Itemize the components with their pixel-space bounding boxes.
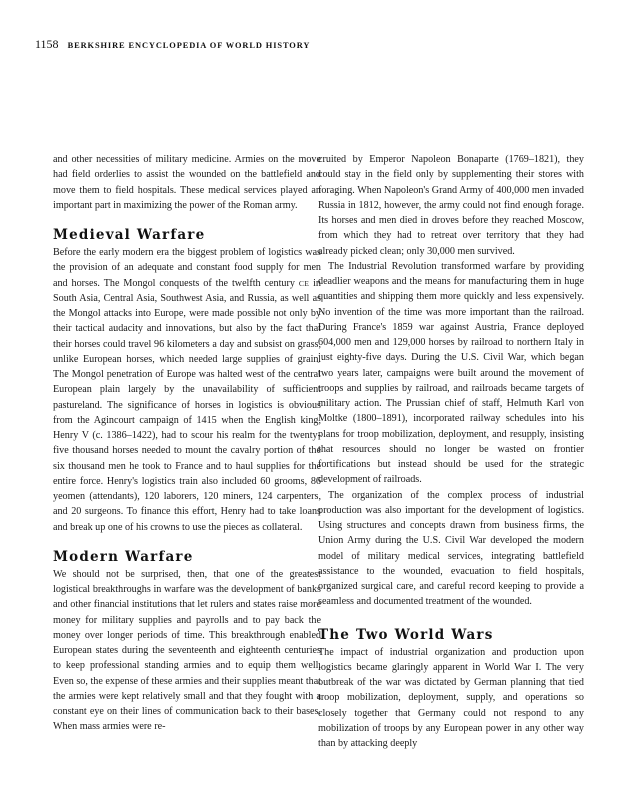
paragraph: cruited by Emperor Napoleon Bonaparte (1769–1821), they could stay in the field only by supplementing their stores with foraging. When Napoleon's Grand Army of 400,000 men invaded Russia in 1812, however, the army could not find enough forage. Its horses and men died in droves before they reached Moscow, from which they had to retreat over territory that they had already picked clean; only 30,000 men survived. (318, 154, 584, 257)
book-title: BERKSHIRE ENCYCLOPEDIA OF WORLD HISTORY (67, 41, 311, 50)
paragraph: The organization of the complex process of industrial production was also important for the development of logistics. Using structures and concepts drawn from business firms, the Union Army during the U.S. Civil War developed the modern model of military medical services, integrating battlefield assistance to the wounded, evacuation to field hospitals, organized surgical care, and careful record keeping to provide a seamless and documented treatment of the wounded. (318, 489, 584, 608)
paragraph (53, 245, 321, 535)
paragraph-text: Before the early modern era the biggest problem of logistics was the provision of an adequate and constant food supply for men and horses. The Mongol conquests of the twelfth century (53, 247, 321, 289)
right-column (318, 152, 584, 751)
paragraph: The Industrial Revolution transformed warfare by providing deadlier weapons and the means for manufacturing them in huge quantities and shipping them more quickly and less expensively. No invention of the time was more important than the railroad. During France's 1859 war against Austria, France deployed 604,000 men and 129,000 horses by railroad to northern Italy in just eighty-five days. During the U.S. Civil War, which began two years later, campaigns were built around the movement of troops and supplies by railroad, and railroads became targets of military action. The Prussian chief of staff, Helmuth Karl von Moltke (1800–1891), incorporated railway schedules into his plans for troop mobilization, deployment, and resupply, insisting that resources should no longer be wasted on frontier fortifications but instead should be used for the strategic development of railroads. (318, 260, 584, 486)
left-column (53, 152, 321, 735)
paragraph: We should not be surprised, then, that one of the greatest logistical breakthroughs in warfare was the development of banks and other financial institutions that let rulers and states raise more money for military supplies and payrolls and to pay back the money over longer periods of time. This breakthrough enabled European states during the seventeenth and eighteenth centuries to keep professional standing armies and to equip them well. Even so, the expense of these armies and their supplies meant that the armies were kept relatively small and that they fought with a constant eye on their lines of communication back to their bases. When mass armies were re- (53, 568, 321, 733)
paragraph: The impact of industrial organization and production upon logistics became glaringly apparent in World War I. The very outbreak of the war was dictated by German planning that tied troop mobilization, deployment, supply, and operations so closely together that Germany could not respond to any mobilization of troops by any European power in any other way than by attacking deeply (318, 646, 584, 749)
section-heading-modern: Modern Warfare (53, 548, 194, 565)
era-abbreviation: CE (298, 278, 310, 288)
paragraph: and other necessities of military medicine. Armies on the move had field orderlies to assist the wounded on the battlefield and move them to field hospitals. These medical services played an important part in maximizing the power of the Roman army. (53, 154, 321, 211)
page-number: 1158 (35, 37, 59, 51)
section-heading-medieval: Medieval Warfare (53, 227, 206, 243)
section-heading-world-wars: The Two World Wars (318, 626, 494, 643)
paragraph-text: in South Asia, Central Asia, Southwest Asia, and Russia, as well as the Mongol attacks into Europe, were made possible not only by their tactical audacity and innovations, but also by the fact that their horses could travel 96 kilometers a day and subsist on grass, unlike European horses, which needed large supplies of grain. The Mongol penetration of Europe was halted west of the central European plain largely by the unavailability of sufficient pastureland. The significance of horses in logistics is obvious from the Agincourt campaign of 1415 when the English king, Henry V (c. 1386–1422), had to scour his realm for the twenty-five thousand horses needed to mount the cavalry portion of the six thousand men he took to France and to haul supplies for the entire force. Henry's logistics train also included 60 grooms, 86 yeomen (attendants), 120 laborers, 120 miners, 124 carpenters, and 20 surgeons. To finance this effort, Henry had to take loans and break up one of his crowns to use the pieces as collateral. (53, 277, 321, 533)
running-head (35, 37, 310, 52)
